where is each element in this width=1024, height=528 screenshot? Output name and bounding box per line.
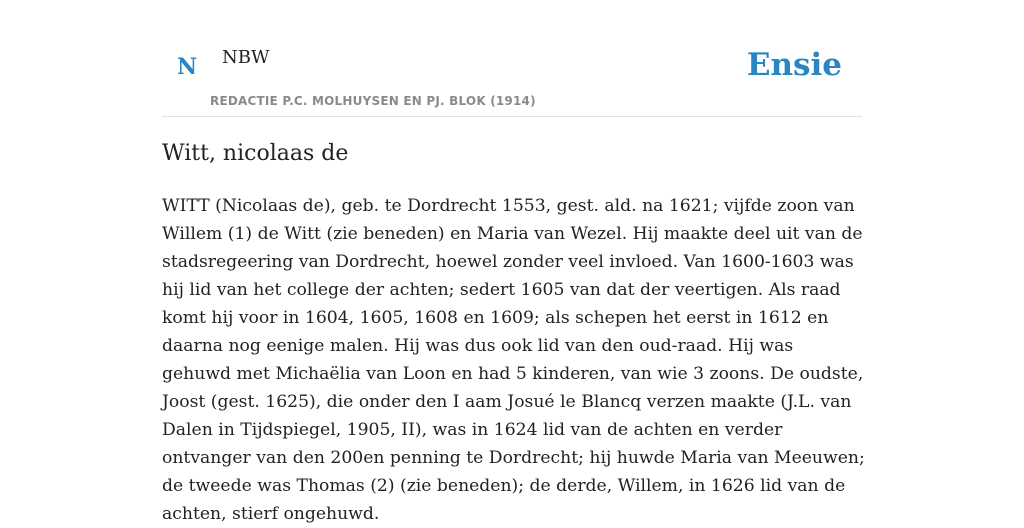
source-title[interactable]: NBW (222, 47, 270, 68)
source-logo[interactable]: N (177, 54, 198, 80)
entry-body-text: WITT (Nicolaas de), geb. te Dordrecht 1553, gest. ald. na 1621; vijfde zoon van Willem (1) de Witt (zie beneden) en Maria van Wezel. Hij maakte deel uit van de stadsregeering van Dordrecht, hoewel zonder veel invloed. Van 1600-1603 was hij lid van het college der achten; sedert 1605 van dat der veertigen. Als raad komt hij voor in 1604, 1605, 1608 en 1609; als schepen het eerst in 1612 en daarna nog eenige malen. Hij was dus ook lid van den oud-raad. Hij was gehuwd met Michaëlia van Loon en had 5 kinderen, van wie 3 zoons. De oudste, Joost (gest. 1625), die onder den I aam Josué le Blancq verzen maakte (J.L. van Dalen in Tijdspiegel, 1905, II), was in 1624 lid van de achten en verder ontvanger van den 200en penning te Dordrecht; hij huwde Maria van Meeuwen; de tweede was Thomas (2) (zie beneden); de derde, Willem, in 1626 lid van de achten, stierf ongehuwd. (162, 196, 865, 524)
source-header (162, 0, 862, 117)
brand-logo-link[interactable]: Ensie (746, 47, 842, 83)
source-subtitle: REDACTIE P.C. MOLHUYSEN EN PJ. BLOK (1914) (210, 94, 536, 108)
entry-title: Witt, nicolaas de (162, 141, 349, 166)
